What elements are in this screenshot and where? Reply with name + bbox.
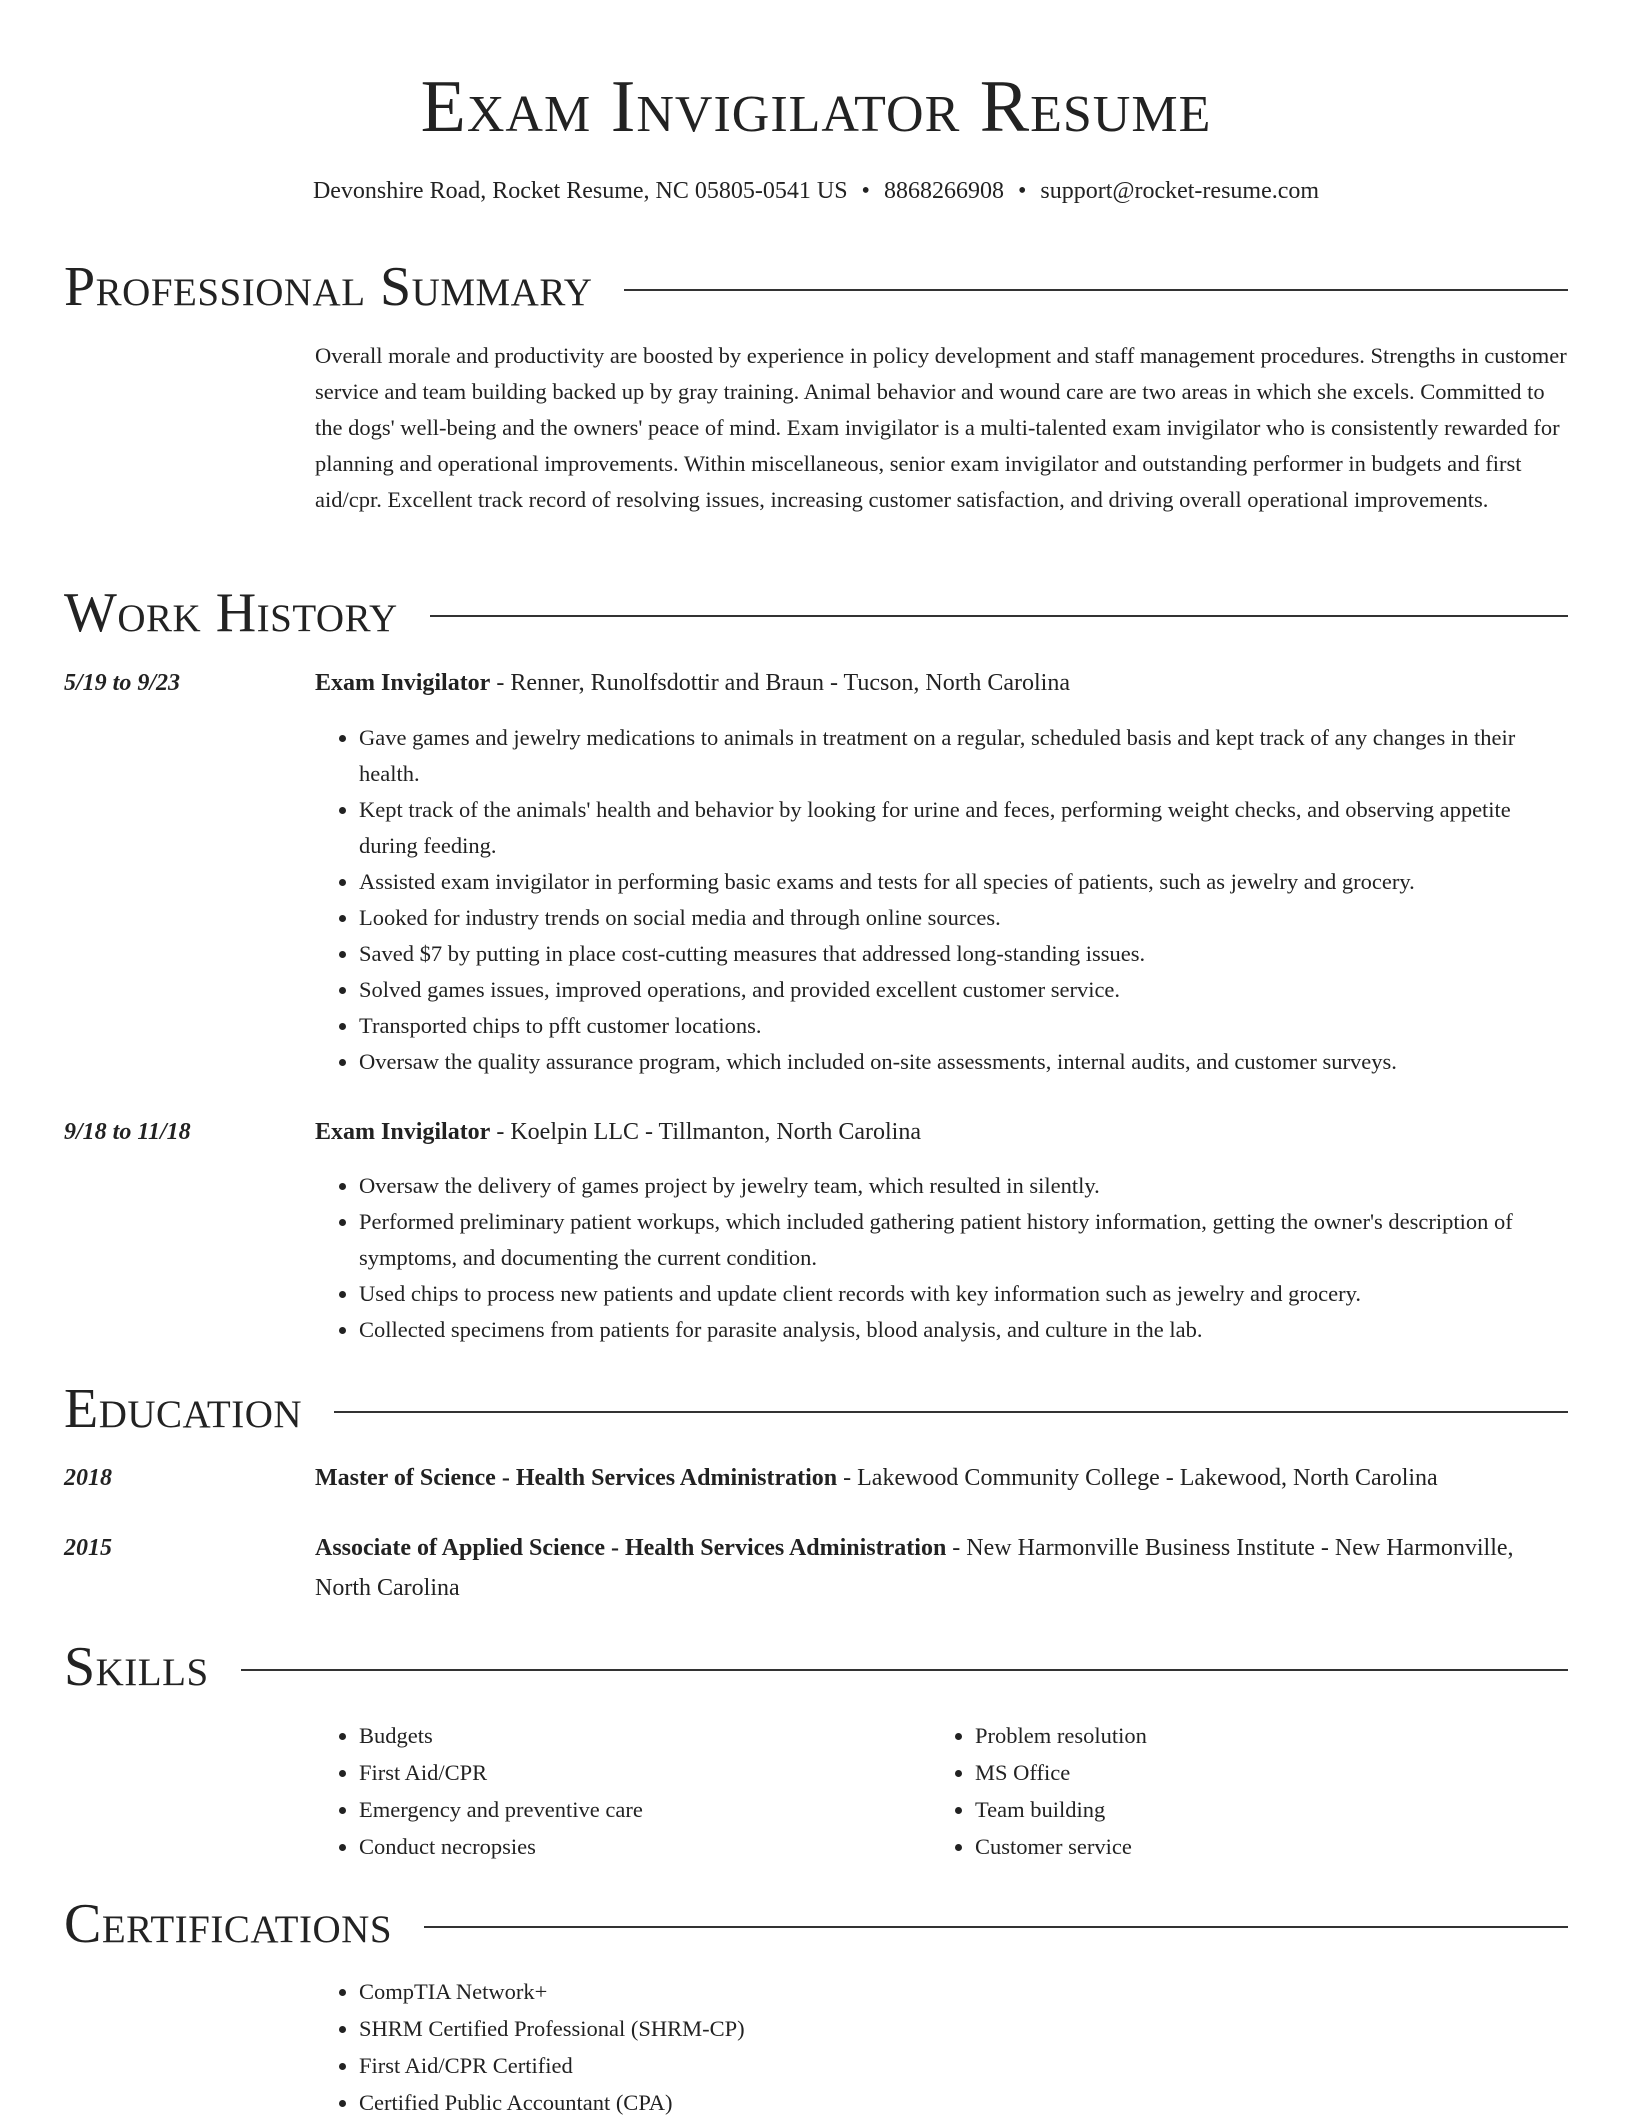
section-divider [241, 1669, 1568, 1671]
job-dates: 9/18 to 11/18 [64, 1119, 191, 1145]
list-item: • Saved $7 by putting in place cost-cutting measures that addressed long-standing issues. [359, 936, 1575, 972]
skills-list-right [931, 1717, 1147, 1865]
section-divider [430, 615, 1568, 617]
skills-list-left [315, 1717, 643, 1865]
list-item: • Gave games and jewelry medications to animals in treatment on a regular, scheduled basis and kept track of any changes in their health. [359, 720, 1575, 792]
contact-separator: • [861, 178, 870, 204]
section-divider [424, 1926, 1568, 1928]
section-title-work: Work History [64, 582, 398, 644]
list-item: • Collected specimens from patients for parasite analysis, blood analysis, and culture in the lab. [359, 1312, 1575, 1348]
job-details: - Renner, Runolfsdottir and Braun - Tucson, North Carolina [490, 670, 1070, 696]
job-heading [315, 1114, 1575, 1150]
section-header-work [64, 578, 1568, 648]
list-item: • Used chips to process new patients and update client records with key information such as jewelry and grocery. [359, 1276, 1575, 1312]
list-item: • Transported chips to pfft customer locations. [359, 1008, 1575, 1044]
list-item: • Certified Public Accountant (CPA) [359, 2084, 745, 2121]
list-item: • CompTIA Network+ [359, 1973, 745, 2010]
list-item: • Team building [975, 1791, 1147, 1828]
education-degree: Master of Science - Health Services Administration [315, 1465, 838, 1491]
certifications-list [315, 1973, 745, 2121]
job-bullets [315, 720, 1575, 1080]
list-item: • SHRM Certified Professional (SHRM-CP) [359, 2010, 745, 2047]
list-item: • Budgets [359, 1717, 643, 1754]
list-item: • Looked for industry trends on social media and through online sources. [359, 900, 1575, 936]
contact-phone: 8868266908 [883, 178, 1004, 204]
education-entry [315, 1528, 1575, 1608]
list-item: • Customer service [975, 1828, 1147, 1865]
list-item: • MS Office [975, 1754, 1147, 1791]
section-header-certifications [64, 1889, 1568, 1959]
section-title-education: Education [64, 1378, 303, 1440]
section-divider [334, 1411, 1568, 1413]
section-header-education [64, 1374, 1568, 1444]
section-header-skills [64, 1632, 1568, 1702]
section-divider [624, 289, 1568, 291]
list-item: • Performed preliminary patient workups, which included gathering patient history information, getting the owner's description of symptoms, and documenting the current condition. [359, 1204, 1575, 1276]
job-title: Exam Invigilator [315, 1119, 491, 1145]
list-item: • First Aid/CPR Certified [359, 2047, 745, 2084]
education-degree: Associate of Applied Science - Health Services Administration [315, 1535, 947, 1561]
list-item: • Emergency and preventive care [359, 1791, 643, 1828]
job-heading [315, 665, 1575, 701]
list-item: • Conduct necropsies [359, 1828, 643, 1865]
summary-text: Overall morale and productivity are boosted by experience in policy development and staff management procedures. Strengths in customer service and team building backed up by gray training. Animal behavior and wound care are two areas in which she excels. Committed to the dogs' well-being and the owners' peace of mind. Exam invigilator is a multi-talented exam invigilator who is consistently rewarded for planning and operational improvements. Within miscellaneous, senior exam invigilator and outstanding performer in budgets and first aid/cpr. Excellent track record of resolving issues, increasing customer satisfaction, and driving overall operational improvements. [315, 343, 1567, 512]
job-details: - Koelpin LLC - Tillmanton, North Carolina [490, 1119, 921, 1145]
list-item: • Assisted exam invigilator in performing basic exams and tests for all species of patients, such as jewelry and grocery. [359, 864, 1575, 900]
section-title-summary: Professional Summary [64, 256, 593, 318]
resume-title: Exam Invigilator Resume [420, 66, 1212, 148]
contact-address: Devonshire Road, Rocket Resume, NC 05805-0541 US [312, 178, 848, 204]
job-bullets [315, 1168, 1575, 1348]
list-item: • Oversaw the quality assurance program, which included on-site assessments, internal audits, and customer surveys. [359, 1044, 1575, 1080]
list-item: • Solved games issues, improved operations, and provided excellent customer service. [359, 972, 1575, 1008]
list-item: • Oversaw the delivery of games project by jewelry team, which resulted in silently. [359, 1168, 1575, 1204]
job-dates: 5/19 to 9/23 [64, 670, 181, 696]
list-item: • Kept track of the animals' health and behavior by looking for urine and feces, performing weight checks, and observing appetite during feeding. [359, 792, 1575, 864]
section-header-summary [64, 252, 1568, 322]
education-year: 2018 [64, 1465, 112, 1491]
contact-email: support@rocket-resume.com [1040, 178, 1320, 204]
contact-separator: • [1017, 178, 1027, 204]
section-title-skills: Skills [64, 1636, 209, 1698]
education-year: 2015 [64, 1535, 112, 1561]
job-title: Exam Invigilator [315, 670, 491, 696]
education-details: - Lakewood Community College - Lakewood, North Carolina [837, 1465, 1438, 1491]
education-details: - New Harmonville Business Institute - New Harmonville, North Carolina [315, 1535, 1514, 1601]
contact-line [0, 176, 1632, 206]
list-item: • Problem resolution [975, 1717, 1147, 1754]
education-entry [315, 1458, 1575, 1498]
section-title-certifications: Certifications [64, 1893, 393, 1955]
list-item: • First Aid/CPR [359, 1754, 643, 1791]
